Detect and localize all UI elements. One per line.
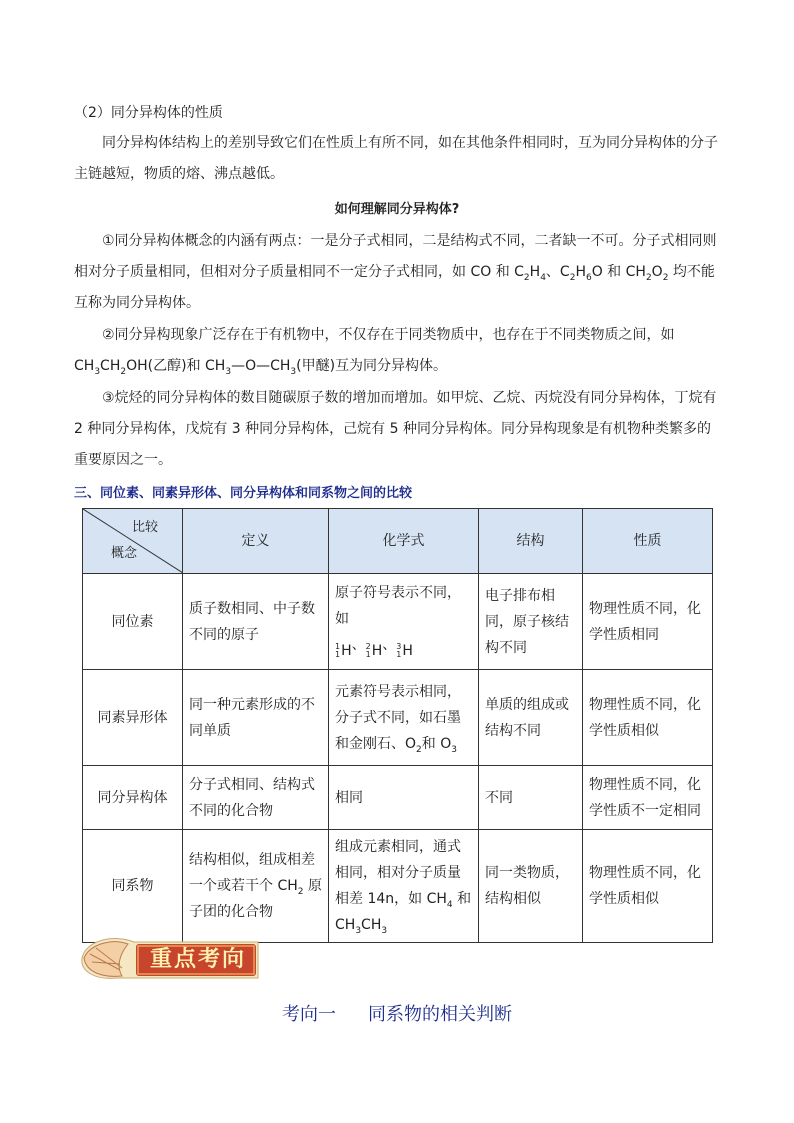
- table-row: [83, 574, 713, 670]
- definition-cell: 分子式相同、结构式不同的化合物: [183, 766, 329, 830]
- row-name-cell: 同分异构体: [83, 766, 183, 830]
- corner-top-label: 比较: [131, 520, 158, 535]
- point2-text-a: ②同分异构现象广泛存在于有机物中，不仅存在于同类物质中，也存在于不同类物质之间，如: [102, 327, 675, 343]
- formula-cell: 相同: [329, 766, 479, 830]
- section2-paragraph: 同分异构体结构上的差别导致它们在性质上有所不同，如在其他条件相同时，互为同分异构体的分子主链越短，物质的熔、沸点越低。: [74, 135, 718, 182]
- definition-cell: 结构相似，组成相差一个或若干个 $CH_2$ 原子团的化合物: [183, 830, 329, 943]
- section3-title: 三、同位素、同素异形体、同分异构体和同系物之间的比较: [74, 486, 413, 501]
- corner-bottom-label: 概念: [111, 546, 138, 561]
- section2-heading: （2）同分异构体的性质: [74, 105, 223, 121]
- point2-paragraph: ②同分异构现象广泛存在于有机物中，不仅存在于同类物质中，也存在于不同类物质之间，如$CH_3CH_2OH$(乙醇)和 $CH_3—O—CH_3$(甲醚)互为同分异构体。: [74, 327, 675, 377]
- point1-paragraph: ①同分异构体概念的内涵有两点：一是分子式相同，二是结构式不同，二者缺一不可。分子式相同则相对分子质量相同，但相对分子质量相同不一定分子式相同，如 CO 和 $C_2H_4$、$C_2H_6O$ 和 $CH_2O_2$ 均不能互称为同分异构体。: [74, 233, 717, 311]
- understanding-title: 如何理解同分异构体?: [334, 202, 460, 217]
- subtopic-heading: [0, 1000, 794, 1026]
- header-structure: 结构: [479, 509, 583, 574]
- structure-cell: 单质的组成或结构不同: [479, 670, 583, 766]
- header-property: 性质: [583, 509, 713, 574]
- formula-text: 原子符号表示不同，如: [335, 584, 461, 627]
- formula-text: 组成元素相同，通式相同，相对分子质量相差 14n，如 CH: [335, 839, 461, 907]
- comparison-table: [82, 508, 713, 943]
- row-name-cell: 同素异形体: [83, 670, 183, 766]
- point3-paragraph: ③烷烃的同分异构体的数目随碳原子数的增加而增加。如甲烷、乙烷、丙烷没有同分异构体，丁烷有 2 种同分异构体，戊烷有 3 种同分异构体，己烷有 5 种同分异构体。同分异构现象是有机物种类繁多的重要原因之一。: [74, 390, 717, 468]
- table-row: [83, 670, 713, 766]
- row-name-cell: 同系物: [83, 830, 183, 943]
- structure-cell: 同一类物质，结构相似: [479, 830, 583, 943]
- definition-text: 结构相似，组成相差一个或若干个 CH: [189, 852, 315, 894]
- banner-text: 重点考向: [149, 947, 246, 972]
- formula-text: 元素符号表示相同，分子式不同，如石墨和金刚石、O: [335, 683, 461, 752]
- header-formula: 化学式: [329, 509, 479, 574]
- formula-cell: 组成元素相同，通式相同，相对分子质量相差 14n，如 $CH_4$ 和 $CH_3CH_3$: [329, 830, 479, 943]
- point1-text-b: 为同分异构体。: [102, 295, 200, 311]
- table-row: [83, 766, 713, 830]
- formula-cell: 原子符号表示不同，如 1 1 H、 2 1 H、 3 1 H: [329, 574, 479, 670]
- point2-text-b: 互为同分异构体。: [335, 358, 448, 374]
- row-name-cell: 同位素: [83, 574, 183, 670]
- subtopic-title: 同系物的相关判断: [368, 1004, 512, 1025]
- definition-cell: 质子数相同、中子数不同的原子: [183, 574, 329, 670]
- header-definition: 定义: [183, 509, 329, 574]
- property-cell: 物理性质不同，化学性质相似: [583, 670, 713, 766]
- key-direction-banner: [76, 928, 262, 984]
- structure-cell: 不同: [479, 766, 583, 830]
- property-cell: 物理性质不同，化学性质相同: [583, 574, 713, 670]
- corner-header-cell: [83, 509, 183, 574]
- property-cell: 物理性质不同，化学性质相似: [583, 830, 713, 943]
- table-header-row: [83, 509, 713, 574]
- structure-cell: 电子排布相同，原子核结构不同: [479, 574, 583, 670]
- definition-cell: 同一种元素形成的不同单质: [183, 670, 329, 766]
- table-row: [83, 830, 713, 943]
- property-cell: 物理性质不同，化学性质不一定相同: [583, 766, 713, 830]
- subtopic-label: 考向一: [282, 1004, 336, 1025]
- formula-cell: 元素符号表示相同，分子式不同，如石墨和金刚石、$O_2$和 $O_3$: [329, 670, 479, 766]
- point1-text-a: ①同分异构体概念的内涵有两点：一是分子式相同，二是结构式不同，二者缺一不可。分子式相同则相对分子质量相同，但相对分子质量相同不一定分子式相同，如 CO 和 C: [74, 233, 717, 280]
